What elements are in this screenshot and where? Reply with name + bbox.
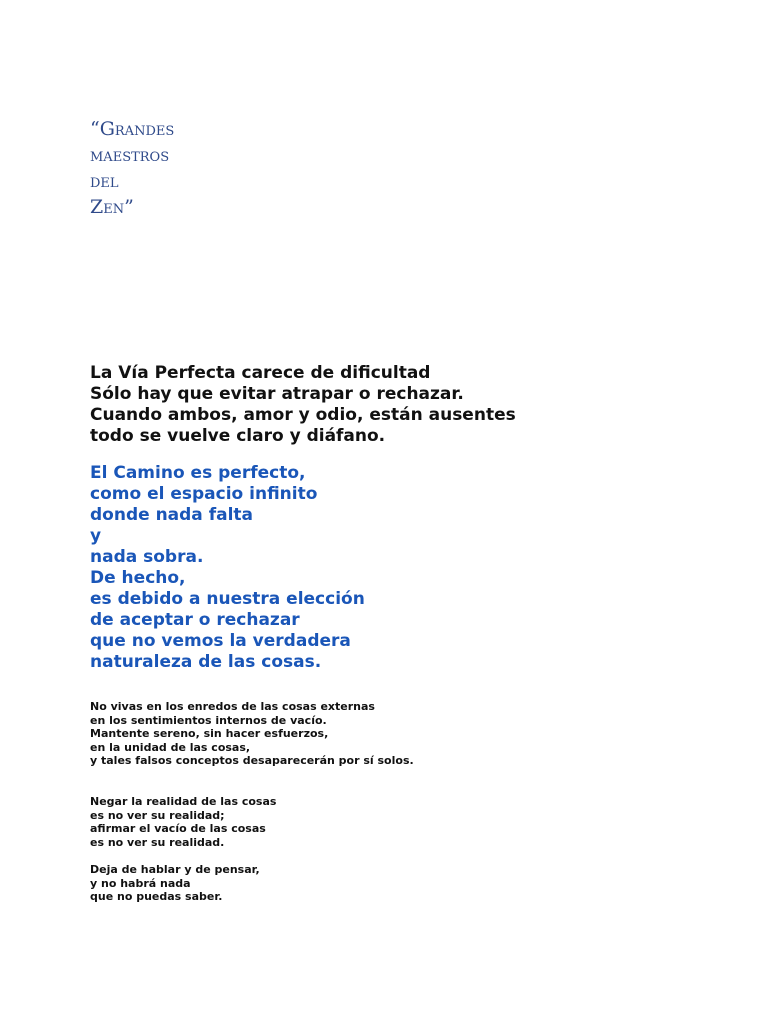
verse-line: es no ver su realidad; (90, 808, 225, 822)
stanza-blue (90, 463, 365, 673)
verse-line: en la unidad de las cosas, (90, 740, 251, 754)
verse-line: De hecho, (90, 568, 186, 588)
verse-line: nada sobra. (90, 547, 204, 567)
title-line: Zen” (90, 196, 134, 218)
title-line: maestros (90, 144, 170, 166)
verse-line: La Vía Perfecta carece de dificultad (90, 363, 431, 383)
title-line: del (90, 170, 119, 192)
stanza-small-1 (90, 700, 414, 768)
verse-line: que no puedas saber. (90, 890, 223, 904)
verse-line: No vivas en los enredos de las cosas externas (90, 700, 375, 713)
verse-line: es no ver su realidad. (90, 835, 225, 849)
verse-line: es debido a nuestra elección (90, 589, 365, 609)
verse-line: como el espacio infinito (90, 484, 318, 504)
stanza-small-3 (90, 863, 260, 904)
verse-line: todo se vuelve claro y diáfano. (90, 426, 386, 446)
verse-line: Mantente sereno, sin hacer esfuerzos, (90, 727, 329, 741)
verse-line: Deja de hablar y de pensar, (90, 863, 260, 876)
verse-line: Negar la realidad de las cosas (90, 795, 277, 808)
document-title (90, 116, 174, 220)
verse-line: El Camino es perfecto, (90, 463, 306, 483)
stanza-small-2 (90, 795, 276, 849)
verse-line: Sólo hay que evitar atrapar o rechazar. (90, 384, 464, 404)
verse-line: de aceptar o rechazar (90, 610, 300, 630)
verse-line: y no habrá nada (90, 876, 191, 890)
verse-line: y (90, 526, 102, 546)
verse-line: afirmar el vacío de las cosas (90, 822, 266, 836)
verse-line: que no vemos la verdadera (90, 631, 351, 651)
verse-line: y tales falsos conceptos desaparecerán por sí solos. (90, 754, 414, 768)
stanza-black (90, 363, 516, 447)
verse-line: Cuando ambos, amor y odio, están ausentes (90, 405, 516, 425)
title-line: “Grandes (90, 118, 175, 140)
verse-line: en los sentimientos internos de vacío. (90, 713, 327, 727)
verse-line: donde nada falta (90, 505, 253, 525)
verse-line: naturaleza de las cosas. (90, 652, 322, 672)
